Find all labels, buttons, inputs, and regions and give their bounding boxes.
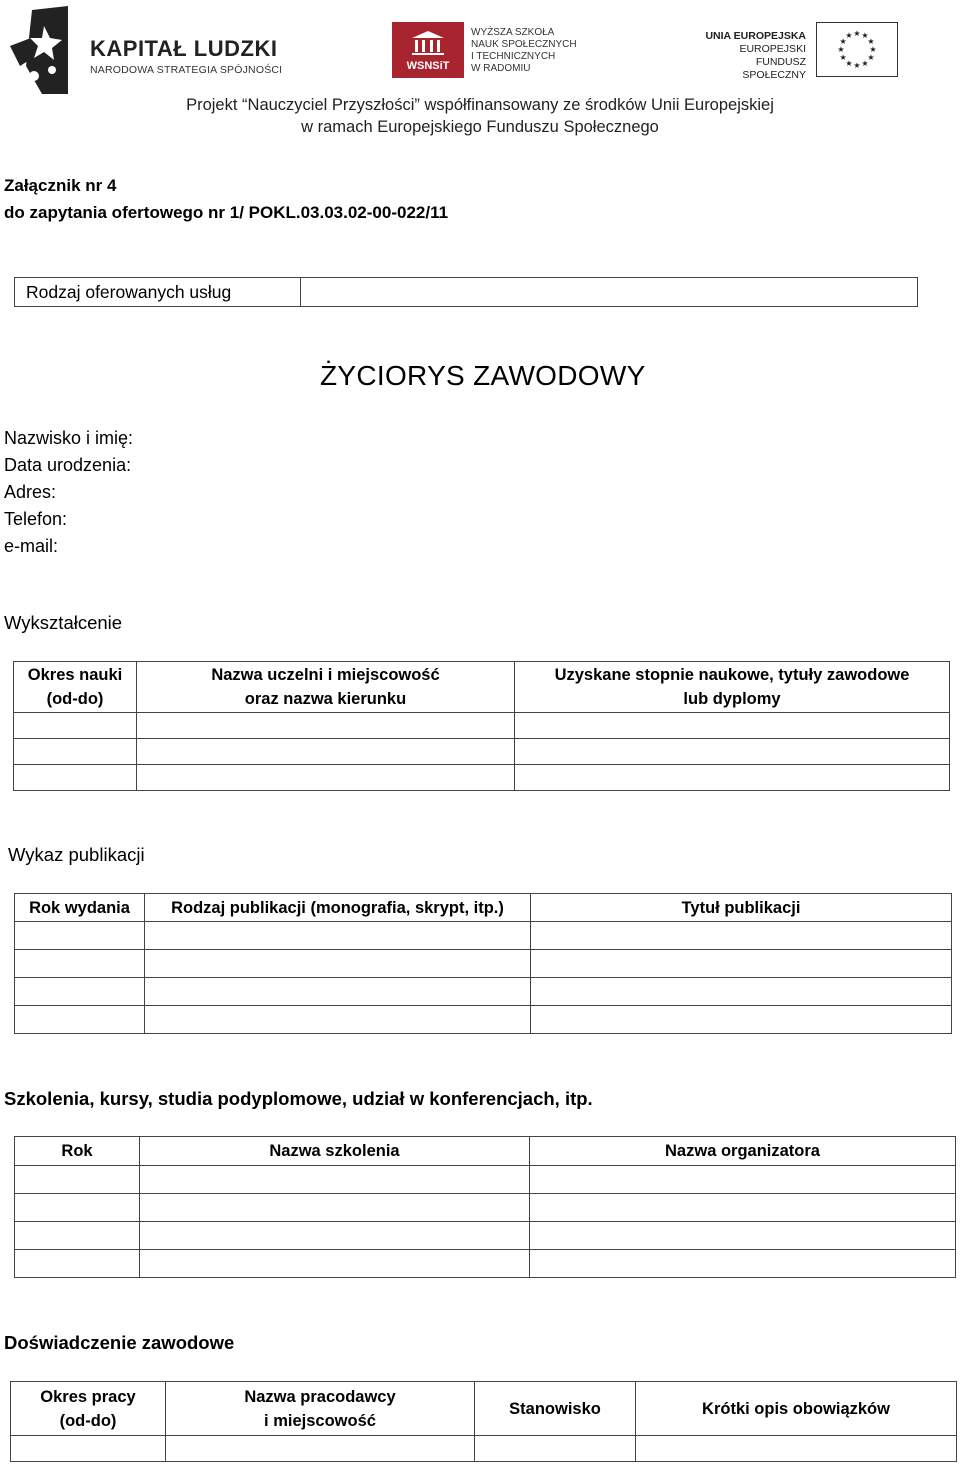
header-line: Uzyskane stopnie naukowe, tytuły zawodowe — [554, 666, 910, 684]
header-line: (od-do) — [46, 690, 104, 708]
table-cell[interactable] — [145, 922, 531, 950]
header-line: i miejscowość — [264, 1411, 376, 1430]
table-row — [14, 765, 950, 791]
project-caption — [130, 94, 830, 138]
table-cell[interactable] — [530, 1166, 956, 1194]
kapital-ludzki-text — [90, 36, 282, 76]
table-cell[interactable] — [11, 1436, 166, 1462]
service-type-label: Rodzaj oferowanych usług — [15, 278, 301, 307]
annex-line: Załącznik nr 4 — [4, 176, 117, 195]
eu-star-icon: ★ — [839, 53, 847, 62]
wsnsit-logo — [392, 22, 464, 78]
education-col-period — [14, 662, 137, 713]
wsnsit-abbr: WSNSiT — [406, 60, 450, 72]
table-cell[interactable] — [531, 1006, 952, 1034]
header-line: oraz nazwa kierunku — [244, 690, 407, 708]
experience-col-employer — [166, 1382, 475, 1436]
publications-col-title: Tytuł publikacji — [531, 894, 952, 922]
eu-star-icon: ★ — [845, 31, 853, 41]
eu-star-icon: ★ — [853, 29, 861, 38]
project-line: w ramach Europejskiego Funduszu Społecznego — [301, 118, 659, 136]
table-cell[interactable] — [475, 1436, 636, 1462]
table-cell[interactable] — [15, 950, 145, 978]
wsnsit-name — [471, 27, 577, 75]
table-row — [11, 1436, 957, 1462]
table-cell[interactable] — [14, 713, 137, 739]
table-cell[interactable] — [515, 765, 950, 791]
table-cell[interactable] — [140, 1166, 530, 1194]
table-cell[interactable] — [15, 1250, 140, 1278]
table-cell[interactable] — [15, 1006, 145, 1034]
kapital-ludzki-title: KAPITAŁ LUDZKI — [90, 36, 278, 61]
eu-star-icon: ★ — [861, 58, 869, 68]
personal-field-label: Data urodzenia: — [4, 455, 132, 475]
eu-line: FUNDUSZ SPOŁECZNY — [742, 56, 806, 81]
table-cell[interactable] — [166, 1436, 475, 1462]
trainings-col-name: Nazwa szkolenia — [140, 1137, 530, 1166]
service-type-table — [14, 277, 918, 307]
header-line: (od-do) — [59, 1411, 117, 1430]
experience-col-position — [475, 1382, 636, 1436]
table-row — [15, 1250, 956, 1278]
personal-field-label: Telefon: — [4, 509, 68, 529]
trainings-heading: Szkolenia, kursy, studia podyplomowe, udział w konferencjach, itp. — [4, 1088, 593, 1109]
eu-star-icon: ★ — [861, 31, 869, 41]
education-table — [13, 661, 950, 791]
education-col-school — [137, 662, 515, 713]
table-cell[interactable] — [14, 765, 137, 791]
building-icon — [410, 30, 446, 56]
header-line: Nazwa uczelni i miejscowość — [211, 666, 440, 684]
table-row — [15, 1006, 952, 1034]
experience-heading: Doświadczenie zawodowe — [4, 1332, 235, 1353]
publications-col-year: Rok wydania — [15, 894, 145, 922]
table-cell[interactable] — [140, 1222, 530, 1250]
table-cell[interactable] — [531, 950, 952, 978]
wsnsit-line: WYŻSZA SZKOŁA — [471, 27, 555, 38]
table-cell[interactable] — [530, 1250, 956, 1278]
table-cell[interactable] — [515, 739, 950, 765]
table-cell[interactable] — [137, 765, 515, 791]
annex-line: do zapytania ofertowego nr 1/ POKL.03.03.02-00-022/11 — [4, 203, 449, 222]
header-line: Krótki opis obowiązków — [702, 1399, 890, 1418]
eu-flag-icon — [816, 22, 898, 77]
table-row — [14, 739, 950, 765]
eu-star-icon: ★ — [839, 37, 847, 46]
personal-field-label: e-mail: — [4, 536, 59, 556]
table-row — [15, 1194, 956, 1222]
table-cell[interactable] — [140, 1250, 530, 1278]
table-row — [15, 1166, 956, 1194]
table-cell[interactable] — [145, 978, 531, 1006]
education-heading: Wykształcenie — [4, 612, 123, 633]
table-cell[interactable] — [15, 978, 145, 1006]
table-row — [15, 1222, 956, 1250]
wsnsit-line: W RADOMIU — [471, 63, 531, 74]
table-cell[interactable] — [531, 978, 952, 1006]
wsnsit-line: NAUK SPOŁECZNYCH — [471, 39, 577, 50]
publications-heading: Wykaz publikacji — [8, 844, 145, 865]
header-line: Stanowisko — [509, 1399, 601, 1418]
table-row — [15, 950, 952, 978]
table-cell[interactable] — [140, 1194, 530, 1222]
project-line: Projekt “Nauczyciel Przyszłości” współfinansowany ze środków Unii Europejskiej — [186, 96, 774, 114]
kapital-ludzki-subtitle: NARODOWA STRATEGIA SPÓJNOŚCI — [90, 64, 283, 76]
page-title: ŻYCIORYS ZAWODOWY — [320, 360, 646, 391]
table-cell[interactable] — [515, 713, 950, 739]
table-cell[interactable] — [636, 1436, 957, 1462]
header-line: Okres pracy — [40, 1387, 136, 1406]
annex-reference — [4, 172, 448, 226]
publications-table — [14, 893, 952, 1034]
table-cell[interactable] — [530, 1194, 956, 1222]
table-row — [15, 978, 952, 1006]
table-row — [14, 713, 950, 739]
experience-table — [10, 1381, 957, 1462]
experience-col-duties — [636, 1382, 957, 1436]
header-line: Nazwa pracodawcy — [244, 1387, 396, 1406]
eu-line: UNIA EUROPEJSKA — [705, 30, 806, 42]
table-cell[interactable] — [530, 1222, 956, 1250]
eu-star-icon: ★ — [845, 58, 853, 68]
eu-stars-icon — [817, 23, 897, 76]
experience-col-period — [11, 1382, 166, 1436]
trainings-table — [14, 1136, 956, 1278]
eu-star-icon: ★ — [853, 61, 861, 70]
education-col-degrees — [515, 662, 950, 713]
table-cell[interactable] — [14, 739, 137, 765]
eu-star-icon: ★ — [867, 53, 875, 62]
eu-star-icon: ★ — [837, 45, 845, 54]
eu-star-icon: ★ — [869, 45, 877, 54]
eu-text — [696, 30, 806, 82]
table-cell[interactable] — [145, 950, 531, 978]
eu-line: EUROPEJSKI — [739, 43, 806, 55]
header-line: Okres nauki — [27, 666, 123, 684]
table-cell[interactable] — [145, 1006, 531, 1034]
trainings-col-year: Rok — [15, 1137, 140, 1166]
table-cell[interactable] — [15, 1222, 140, 1250]
table-cell[interactable] — [15, 922, 145, 950]
table-cell[interactable] — [15, 1194, 140, 1222]
table-cell[interactable] — [15, 1166, 140, 1194]
table-row — [15, 922, 952, 950]
trainings-col-organizer: Nazwa organizatora — [530, 1137, 956, 1166]
table-cell[interactable] — [531, 922, 952, 950]
wsnsit-line: I TECHNICZNYCH — [471, 51, 556, 62]
header-line: lub dyplomy — [683, 690, 781, 708]
eu-star-icon: ★ — [867, 37, 875, 46]
personal-field-label: Adres: — [4, 482, 57, 502]
table-cell[interactable] — [137, 713, 515, 739]
service-type-field[interactable] — [301, 278, 918, 307]
personal-data — [4, 425, 133, 560]
kapital-ludzki-logo-icon — [6, 6, 70, 98]
publications-col-type: Rodzaj publikacji (monografia, skrypt, itp.) — [145, 894, 531, 922]
personal-field-label: Nazwisko i imię: — [4, 428, 134, 448]
table-cell[interactable] — [137, 739, 515, 765]
